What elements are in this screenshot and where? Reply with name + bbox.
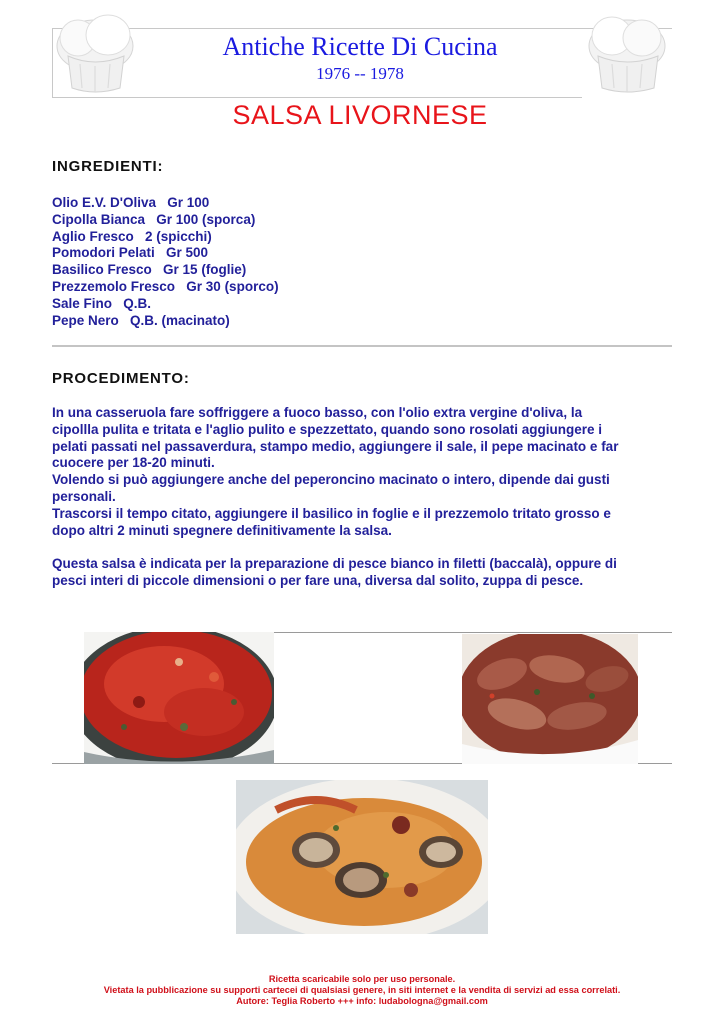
- ingredient-item: Aglio Fresco 2 (spicchi): [52, 228, 212, 244]
- ingredient-item: Basilico Fresco Gr 15 (foglie): [52, 262, 247, 278]
- ingredient-item: Olio E.V. D'Oliva Gr 100: [52, 195, 210, 210]
- section-divider: [52, 345, 672, 347]
- procedure-line: cuocere per 18-20 minuti.: [52, 455, 215, 471]
- ingredient-list: [52, 195, 279, 329]
- procedure-line: pelati passati nel passaverdura, stampo medio, aggiungere il sale, il pepe macinato e far: [52, 438, 619, 454]
- procedure-note-line: pesci interi di piccole dimensioni o per fare una, diversa dal solito, zuppa di pesce.: [52, 572, 584, 588]
- photo-frame-top: [272, 632, 672, 633]
- header-frame-top: [52, 28, 672, 29]
- procedure-heading: PROCEDIMENTO:: [52, 370, 190, 387]
- ingredients-heading: INGREDIENTI:: [52, 158, 164, 175]
- footer-copyright: Vietata la pubblicazione su supporti cartecei di qualsiasi genere, in siti internet e la vendita di servizi ad essa correlati.: [103, 985, 621, 995]
- procedure-note-line: Questa salsa è indicata per la preparazione di pesce bianco in filetti (baccalà), oppure di: [52, 556, 617, 572]
- procedure-line: cipollla pulita e tritata e l'aglio pulito e spezzettato, quando sono rosolati aggiungere i: [52, 421, 603, 437]
- procedure-line: personali.: [52, 488, 116, 504]
- ingredient-item: Sale Fino Q.B.: [52, 295, 152, 311]
- ingredient-item: Cipolla Bianca Gr 100 (sporca): [52, 211, 256, 227]
- chef-hat-icon-left: [50, 8, 140, 98]
- procedure-text: [52, 405, 676, 590]
- ingredient-item: Prezzemolo Fresco Gr 30 (sporco): [52, 278, 279, 294]
- procedure-line: In una casseruola fare soffriggere a fuoco basso, con l'olio extra vergine d'oliva, la: [52, 405, 583, 420]
- sauce-pan-photo: [84, 632, 274, 764]
- footer-author: Autore: Teglia Roberto +++ info: ludabologna@gmail.com: [236, 996, 488, 1006]
- fish-fillets-photo: [462, 634, 638, 764]
- procedure-line: Volendo si può aggiungere anche del peperoncino macinato o intero, dipende dai gusti: [52, 472, 610, 488]
- procedure-line: Trascorsi il tempo citato, aggiungere il basilico in foglie e il prezzemolo tritato grosso e: [52, 505, 611, 521]
- chef-hat-icon-right: [582, 8, 672, 98]
- site-years: 1976 -- 1978: [316, 64, 404, 83]
- ingredient-item: Pepe Nero Q.B. (macinato): [52, 312, 230, 328]
- site-title: Antiche Ricette Di Cucina: [222, 32, 498, 61]
- procedure-line: dopo altri 2 minuti spegnere definitivamente la salsa.: [52, 522, 392, 538]
- recipe-title: SALSA LIVORNESE: [232, 100, 488, 130]
- fish-soup-photo: [236, 780, 488, 934]
- ingredient-item: Pomodori Pelati Gr 500: [52, 245, 209, 261]
- footer-usage-note: Ricetta scaricabile solo per uso personale.: [268, 974, 456, 984]
